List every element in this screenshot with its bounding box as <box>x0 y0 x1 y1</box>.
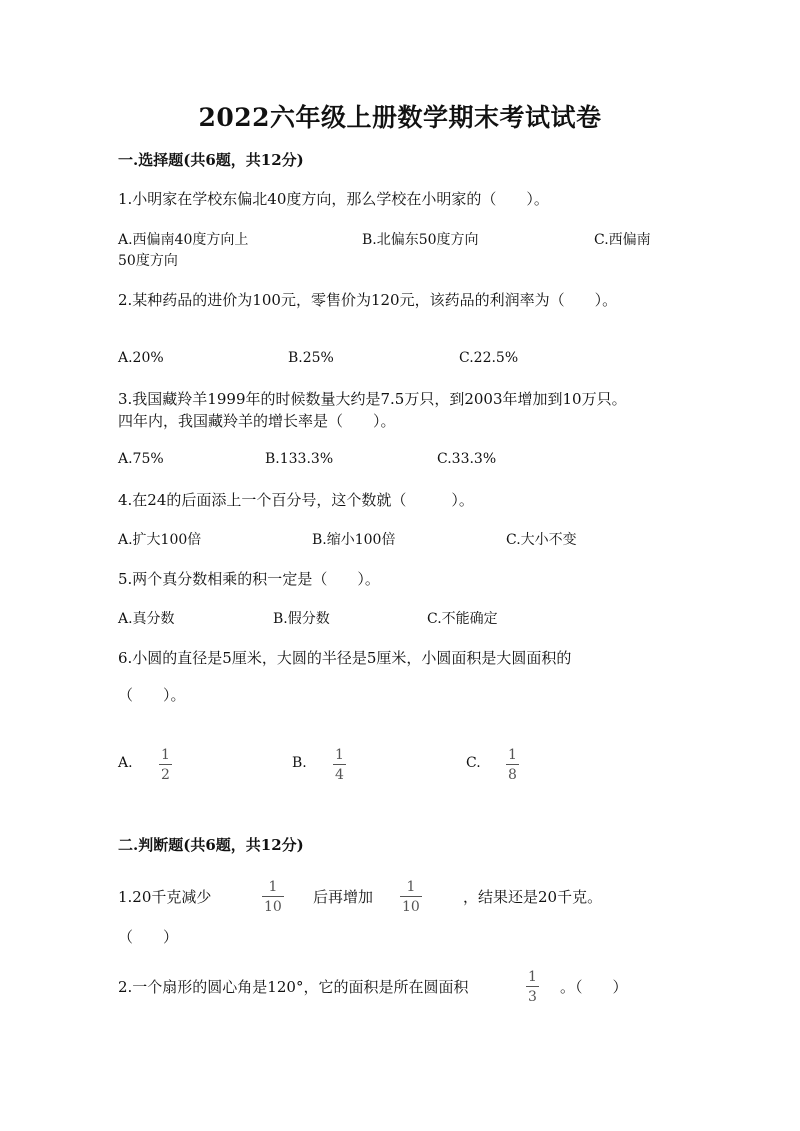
question-2-option-c: C.22.5% <box>459 350 519 366</box>
question-6-option-c-label: C. <box>466 755 481 771</box>
fraction-denominator: 4 <box>335 767 344 783</box>
question-2-option-a: A.20% <box>118 350 164 366</box>
judgment-1-fraction-1 <box>262 880 284 914</box>
question-4-option-a: A.扩大100倍 <box>118 532 202 548</box>
page-title: 2022六年级上册数学期末考试试卷 <box>198 103 602 132</box>
fraction-numerator: 1 <box>528 969 537 985</box>
fraction-numerator: 1 <box>335 747 344 763</box>
question-3-option-b: B.133.3% <box>265 451 334 467</box>
question-3-text: 3.我国藏羚羊1999年的时候数量大约是7.5万只，到2003年增加到10万只。 <box>118 390 627 408</box>
question-2-text: 2.某种药品的进价为100元，零售价为120元，该药品的利润率为（ ）。 <box>118 291 618 309</box>
fraction-denominator: 3 <box>528 989 537 1005</box>
question-5-option-b: B.假分数 <box>273 611 330 627</box>
question-3-option-a: A.75% <box>118 451 164 467</box>
judgment-2-part1: 2.一个扇形的圆心角是120°，它的面积是所在圆面积 <box>118 978 469 996</box>
fraction-denominator: 2 <box>161 767 170 783</box>
question-4-option-c: C.大小不变 <box>506 532 577 548</box>
question-1-option-c: C.西偏南 <box>594 232 651 248</box>
question-5-option-c: C.不能确定 <box>427 611 498 627</box>
question-5-option-a: A.真分数 <box>118 611 175 627</box>
question-5-text: 5.两个真分数相乘的积一定是（ ）。 <box>118 570 380 588</box>
question-3-option-c: C.33.3% <box>437 451 497 467</box>
question-6-text-line2: （ ）。 <box>118 686 186 704</box>
question-1-option-b: B.北偏东50度方向 <box>362 232 479 248</box>
question-3-text-line2: 四年内，我国藏羚羊的增长率是（ ）。 <box>118 412 396 430</box>
judgment-1-part2: 后再增加 <box>313 888 374 906</box>
question-6-option-b-fraction <box>333 748 346 782</box>
section-heading-choice: 一.选择题(共6题，共12分) <box>118 151 304 169</box>
fraction-numerator: 1 <box>508 747 517 763</box>
question-4-text: 4.在24的后面添上一个百分号，这个数就（ ）。 <box>118 491 474 509</box>
section-heading-judgment: 二.判断题(共6题，共12分) <box>118 836 304 854</box>
judgment-2-fraction <box>526 970 539 1004</box>
question-1-option-a: A.西偏南40度方向上 <box>118 232 249 248</box>
question-4-option-b: B.缩小100倍 <box>312 532 396 548</box>
question-6-option-a-fraction <box>159 748 172 782</box>
judgment-1-answer-blank: （ ） <box>118 928 179 946</box>
fraction-numerator: 1 <box>161 747 170 763</box>
judgment-1-part1: 1.20千克减少 <box>118 888 212 906</box>
question-2-option-b: B.25% <box>288 350 334 366</box>
question-6-option-c-fraction <box>506 748 519 782</box>
question-1-text: 1.小明家在学校东偏北40度方向，那么学校在小明家的（ ）。 <box>118 190 549 208</box>
fraction-numerator: 1 <box>406 879 416 895</box>
fraction-denominator: 10 <box>402 899 420 915</box>
fraction-numerator: 1 <box>268 879 278 895</box>
judgment-1-part3: ，结果还是20千克。 <box>463 888 603 906</box>
question-6-text: 6.小圆的直径是5厘米，大圆的半径是5厘米，小圆面积是大圆面积的 <box>118 649 572 667</box>
fraction-denominator: 10 <box>264 899 282 915</box>
judgment-2-part2: 。（ ） <box>560 978 628 996</box>
question-1-option-c-continued: 50度方向 <box>118 253 178 269</box>
question-6-option-a-label: A. <box>118 755 133 771</box>
question-6-option-b-label: B. <box>292 755 307 771</box>
judgment-1-fraction-2 <box>400 880 422 914</box>
fraction-denominator: 8 <box>508 767 517 783</box>
